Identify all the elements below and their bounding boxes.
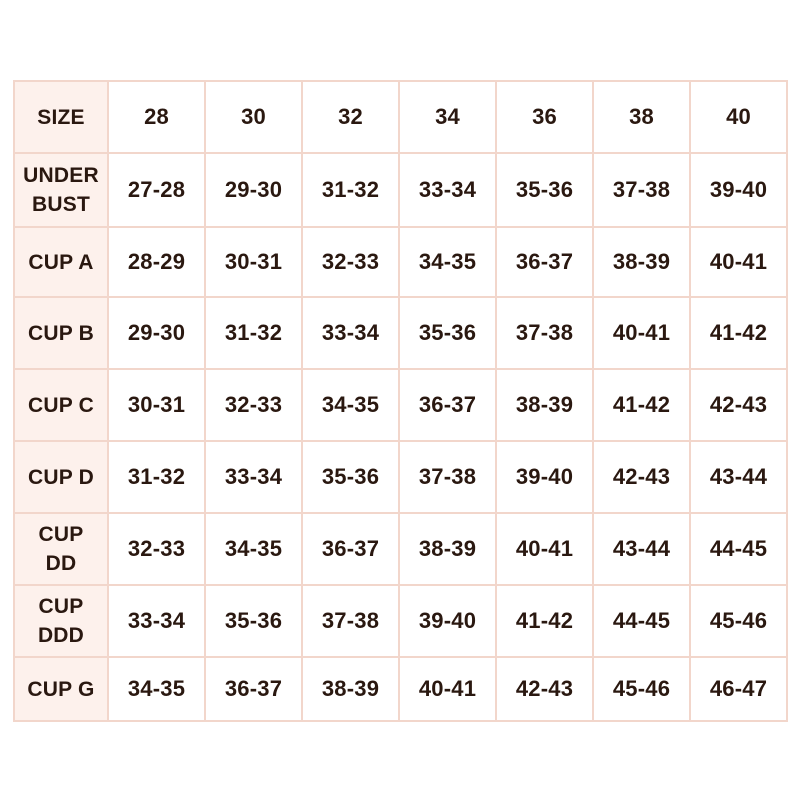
measurement-cell: 33-34 <box>302 297 399 369</box>
measurement-cell: 32-33 <box>205 369 302 441</box>
size-header-cell: 40 <box>690 81 787 153</box>
measurement-cell: 34-35 <box>205 513 302 585</box>
measurement-cell: 37-38 <box>399 441 496 513</box>
row-label-line: CUP B <box>28 321 94 345</box>
row-label-line: UNDER <box>23 164 99 187</box>
measurement-cell: 43-44 <box>690 441 787 513</box>
measurement-cell: 40-41 <box>399 657 496 721</box>
row-label <box>14 369 108 441</box>
size-header-cell: 30 <box>205 81 302 153</box>
measurement-cell: 45-46 <box>593 657 690 721</box>
row-label-line: BUST <box>32 193 90 216</box>
row-label-line: CUP A <box>28 250 94 274</box>
size-chart <box>13 80 788 722</box>
table-row <box>14 585 787 657</box>
table-row <box>14 441 787 513</box>
row-label-line: DD <box>45 552 77 575</box>
measurement-cell: 34-35 <box>399 227 496 297</box>
row-label <box>14 513 108 585</box>
measurement-cell: 43-44 <box>593 513 690 585</box>
measurement-cell: 31-32 <box>108 441 205 513</box>
measurement-cell: 29-30 <box>108 297 205 369</box>
measurement-cell: 38-39 <box>496 369 593 441</box>
measurement-cell: 33-34 <box>399 153 496 227</box>
table-row <box>14 369 787 441</box>
size-chart-table <box>13 80 788 722</box>
measurement-cell: 28-29 <box>108 227 205 297</box>
measurement-cell: 38-39 <box>593 227 690 297</box>
measurement-cell: 38-39 <box>302 657 399 721</box>
table-row <box>14 657 787 721</box>
measurement-cell: 37-38 <box>302 585 399 657</box>
measurement-cell: 44-45 <box>593 585 690 657</box>
measurement-cell: 36-37 <box>302 513 399 585</box>
measurement-cell: 37-38 <box>496 297 593 369</box>
size-header-cell: 38 <box>593 81 690 153</box>
row-label <box>14 297 108 369</box>
measurement-cell: 41-42 <box>593 369 690 441</box>
measurement-cell: 44-45 <box>690 513 787 585</box>
measurement-cell: 42-43 <box>496 657 593 721</box>
measurement-cell: 35-36 <box>205 585 302 657</box>
measurement-cell: 33-34 <box>205 441 302 513</box>
row-label-line: CUP G <box>27 677 95 701</box>
table-row <box>14 227 787 297</box>
table-row <box>14 513 787 585</box>
row-label-line: CUP D <box>28 465 94 489</box>
measurement-cell: 32-33 <box>108 513 205 585</box>
row-label-line: CUP <box>38 523 84 546</box>
size-header-cell: 32 <box>302 81 399 153</box>
measurement-cell: 42-43 <box>690 369 787 441</box>
measurement-cell: 40-41 <box>690 227 787 297</box>
measurement-cell: 29-30 <box>205 153 302 227</box>
row-label <box>14 585 108 657</box>
measurement-cell: 45-46 <box>690 585 787 657</box>
measurement-cell: 32-33 <box>302 227 399 297</box>
measurement-cell: 40-41 <box>593 297 690 369</box>
measurement-cell: 31-32 <box>205 297 302 369</box>
row-label <box>14 227 108 297</box>
measurement-cell: 35-36 <box>302 441 399 513</box>
header-label: SIZE <box>14 81 108 153</box>
measurement-cell: 34-35 <box>108 657 205 721</box>
measurement-cell: 35-36 <box>496 153 593 227</box>
table-row <box>14 153 787 227</box>
measurement-cell: 27-28 <box>108 153 205 227</box>
measurement-cell: 30-31 <box>108 369 205 441</box>
measurement-cell: 37-38 <box>593 153 690 227</box>
measurement-cell: 46-47 <box>690 657 787 721</box>
header-row <box>14 81 787 153</box>
row-label-line: CUP <box>38 595 84 618</box>
measurement-cell: 31-32 <box>302 153 399 227</box>
table-row <box>14 297 787 369</box>
measurement-cell: 36-37 <box>496 227 593 297</box>
measurement-cell: 35-36 <box>399 297 496 369</box>
size-header-cell: 36 <box>496 81 593 153</box>
size-header-cell: 34 <box>399 81 496 153</box>
measurement-cell: 34-35 <box>302 369 399 441</box>
measurement-cell: 39-40 <box>399 585 496 657</box>
row-label-line: DDD <box>37 624 85 647</box>
measurement-cell: 41-42 <box>496 585 593 657</box>
measurement-cell: 42-43 <box>593 441 690 513</box>
measurement-cell: 36-37 <box>205 657 302 721</box>
row-label-line: CUP C <box>28 393 94 417</box>
measurement-cell: 40-41 <box>496 513 593 585</box>
row-label <box>14 657 108 721</box>
measurement-cell: 33-34 <box>108 585 205 657</box>
measurement-cell: 38-39 <box>399 513 496 585</box>
measurement-cell: 36-37 <box>399 369 496 441</box>
size-header-cell: 28 <box>108 81 205 153</box>
measurement-cell: 39-40 <box>690 153 787 227</box>
measurement-cell: 39-40 <box>496 441 593 513</box>
row-label <box>14 441 108 513</box>
row-label <box>14 153 108 227</box>
measurement-cell: 41-42 <box>690 297 787 369</box>
measurement-cell: 30-31 <box>205 227 302 297</box>
